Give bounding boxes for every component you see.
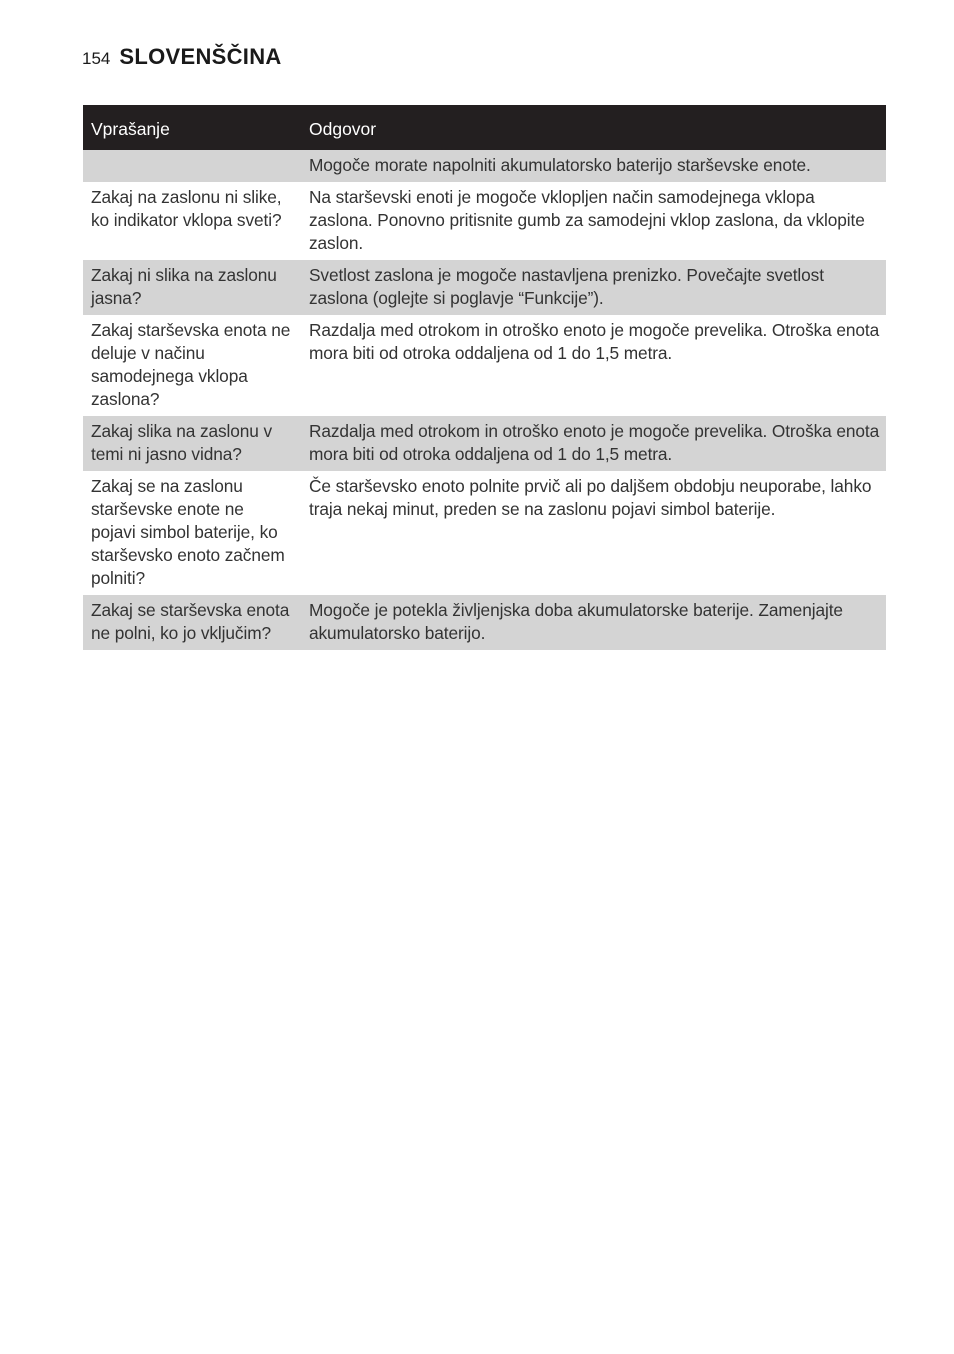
question-cell: Zakaj slika na zaslonu v temi ni jasno vidna? (83, 416, 301, 471)
answer-cell: Če starševsko enoto polnite prvič ali po daljšem obdobju neuporabe, lahko traja nekaj minut, preden se na zaslonu pojavi simbol baterije. (309, 476, 872, 519)
question-cell: Zakaj se na zaslonu starševske enote ne pojavi simbol baterije, ko starševsko enoto začnem polniti? (91, 476, 285, 588)
answer-cell: Razdalja med otrokom in otroško enoto je mogoče prevelika. Otroška enota mora biti od otroka oddaljena od 1 do 1,5 metra. (301, 416, 886, 471)
table-row (83, 150, 886, 182)
question-cell: Zakaj na zaslonu ni slike, ko indikator vklopa sveti? (91, 187, 282, 230)
table-header-row (83, 105, 886, 150)
answer-cell: Mogoče je potekla življenjska doba akumulatorske baterije. Zamenjajte akumulatorsko baterijo. (301, 595, 886, 650)
page-header (82, 44, 282, 70)
table-row (83, 315, 886, 416)
table-row (83, 471, 886, 595)
answer-cell: Svetlost zaslona je mogoče nastavljena prenizko. Povečajte svetlost zaslona (oglejte si poglavje “Funkcije”). (301, 260, 886, 315)
question-cell: Zakaj starševska enota ne deluje v načinu samodejnega vklopa zaslona? (91, 320, 291, 409)
column-header-question: Vprašanje (83, 105, 301, 150)
table-row (83, 595, 886, 650)
answer-cell: Mogoče morate napolniti akumulatorsko baterijo starševske enote. (301, 150, 886, 182)
answer-cell: Razdalja med otrokom in otroško enoto je mogoče prevelika. Otroška enota mora biti od otroka oddaljena od 1 do 1,5 metra. (309, 320, 880, 363)
answer-cell: Na starševski enoti je mogoče vklopljen način samodejnega vklopa zaslona. Ponovno pritisnite gumb za samodejni vklop zaslona, da vklopite zaslon. (309, 187, 865, 253)
table-row (83, 260, 886, 315)
question-cell: Zakaj se starševska enota ne polni, ko jo vključim? (83, 595, 301, 650)
section-title: SLOVENŠČINA (119, 44, 282, 69)
column-header-answer: Odgovor (301, 105, 886, 150)
question-cell: Zakaj ni slika na zaslonu jasna? (83, 260, 301, 315)
page-number: 154 (82, 49, 111, 68)
table-row (83, 416, 886, 471)
troubleshooting-table (83, 105, 886, 650)
table-row (83, 182, 886, 260)
question-cell (83, 150, 301, 182)
